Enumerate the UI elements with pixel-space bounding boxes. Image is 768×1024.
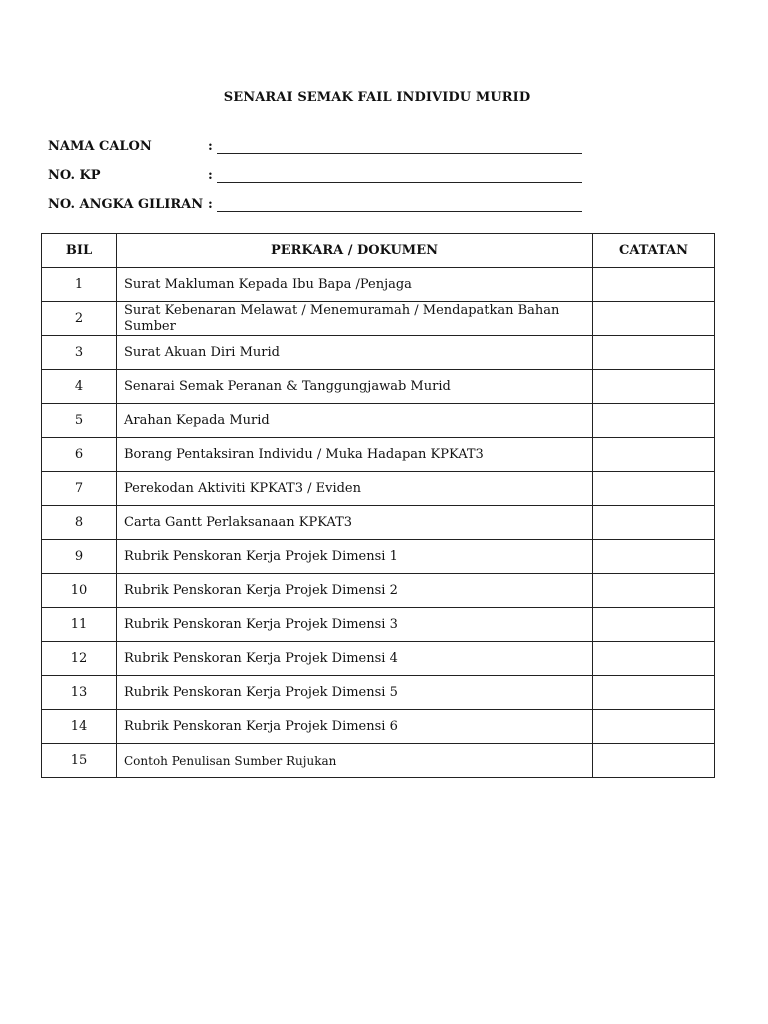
row-bil: 10 (42, 574, 117, 608)
row-document: Rubrik Penskoran Kerja Projek Dimensi 1 (117, 540, 593, 574)
row-catatan[interactable] (593, 472, 715, 506)
row-bil: 12 (42, 642, 117, 676)
table-row (42, 676, 715, 710)
table-row (42, 744, 715, 778)
row-bil: 6 (42, 438, 117, 472)
row-catatan[interactable] (593, 642, 715, 676)
header-perkara-dokumen: PERKARA / DOKUMEN (117, 234, 593, 268)
table-row (42, 506, 715, 540)
field-label: NO. ANGKA GILIRAN (48, 197, 204, 212)
row-catatan[interactable] (593, 438, 715, 472)
table-body (42, 268, 715, 778)
row-catatan[interactable] (593, 710, 715, 744)
row-document: Rubrik Penskoran Kerja Projek Dimensi 5 (117, 676, 593, 710)
table-row (42, 710, 715, 744)
row-bil: 2 (42, 302, 117, 336)
row-document: Surat Akuan Diri Murid (117, 336, 593, 370)
row-catatan[interactable] (593, 744, 715, 778)
row-document: Rubrik Penskoran Kerja Projek Dimensi 6 (117, 710, 593, 744)
table-row (42, 642, 715, 676)
row-bil: 13 (42, 676, 117, 710)
document-title: SENARAI SEMAK FAIL INDIVIDU MURID (223, 90, 531, 105)
row-catatan[interactable] (593, 404, 715, 438)
field-blank-line[interactable] (217, 182, 582, 183)
row-document: Perekodan Aktiviti KPKAT3 / Eviden (117, 472, 593, 506)
row-catatan[interactable] (593, 540, 715, 574)
row-document: Senarai Semak Peranan & Tanggungjawab Murid (117, 370, 593, 404)
row-document: Rubrik Penskoran Kerja Projek Dimensi 2 (117, 574, 593, 608)
table-row (42, 336, 715, 370)
row-catatan[interactable] (593, 268, 715, 302)
row-document: Surat Makluman Kepada Ibu Bapa /Penjaga (117, 268, 593, 302)
row-document: Carta Gantt Perlaksanaan KPKAT3 (117, 506, 593, 540)
row-bil: 7 (42, 472, 117, 506)
table-row (42, 540, 715, 574)
table-row (42, 438, 715, 472)
row-bil: 11 (42, 608, 117, 642)
row-document: Arahan Kepada Murid (117, 404, 593, 438)
field-label: NO. KP (48, 168, 101, 183)
row-bil: 1 (42, 268, 117, 302)
row-document: Contoh Penulisan Sumber Rujukan (117, 744, 593, 778)
row-document: Surat Kebenaran Melawat / Menemuramah / Mendapatkan Bahan Sumber (117, 302, 593, 336)
row-bil: 3 (42, 336, 117, 370)
field-blank-line[interactable] (217, 153, 582, 154)
row-bil: 9 (42, 540, 117, 574)
row-bil: 5 (42, 404, 117, 438)
row-catatan[interactable] (593, 506, 715, 540)
field-blank-line[interactable] (217, 211, 582, 212)
row-catatan[interactable] (593, 302, 715, 336)
table-row (42, 608, 715, 642)
row-bil: 15 (42, 744, 117, 778)
table-row (42, 472, 715, 506)
table-row (42, 268, 715, 302)
table-header-row (42, 234, 715, 268)
row-document: Borang Pentaksiran Individu / Muka Hadapan KPKAT3 (117, 438, 593, 472)
row-catatan[interactable] (593, 336, 715, 370)
row-bil: 8 (42, 506, 117, 540)
table-row (42, 404, 715, 438)
row-document: Rubrik Penskoran Kerja Projek Dimensi 4 (117, 642, 593, 676)
row-bil: 14 (42, 710, 117, 744)
field-separator: : (208, 168, 213, 183)
row-catatan[interactable] (593, 608, 715, 642)
table-row (42, 574, 715, 608)
field-separator: : (208, 197, 213, 212)
field-label: NAMA CALON (48, 139, 152, 154)
table-row (42, 370, 715, 404)
row-bil: 4 (42, 370, 117, 404)
row-document: Rubrik Penskoran Kerja Projek Dimensi 3 (117, 608, 593, 642)
field-separator: : (208, 139, 213, 154)
checklist-table (41, 233, 715, 778)
table-row (42, 302, 715, 336)
header-catatan: CATATAN (593, 234, 715, 268)
row-catatan[interactable] (593, 370, 715, 404)
row-catatan[interactable] (593, 676, 715, 710)
row-catatan[interactable] (593, 574, 715, 608)
header-bil: BIL (42, 234, 117, 268)
